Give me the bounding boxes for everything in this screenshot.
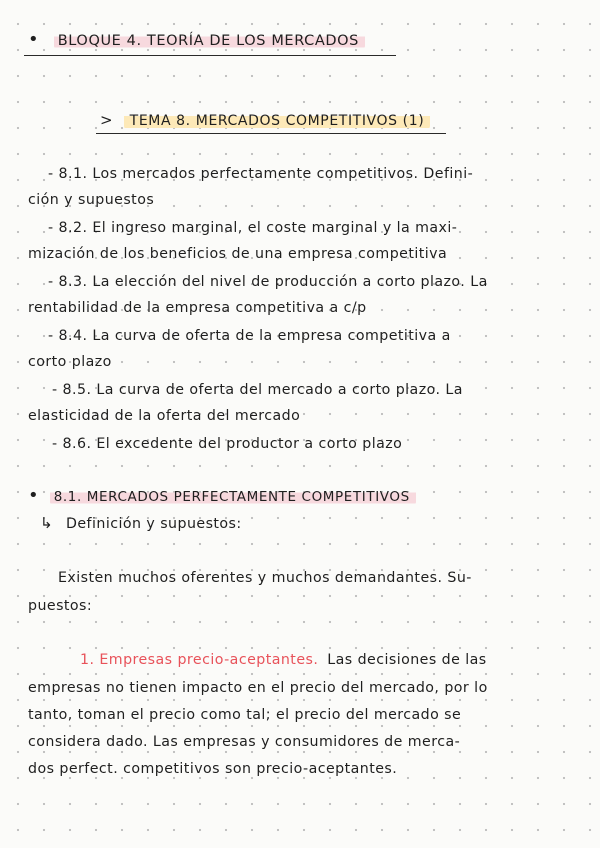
topic-line: [100, 110, 430, 129]
index-line: - 8.5. La curva de oferta del mercado a corto plazo. La: [52, 382, 463, 398]
intro-line: puestos:: [28, 598, 93, 614]
index-line: - 8.3. La elección del nivel de producción a corto plazo. La: [48, 274, 488, 290]
point1-line: dos perfect. competitivos son precio-aceptantes.: [28, 761, 398, 777]
index-line: - 8.4. La curva de oferta de la empresa competitiva a: [48, 328, 451, 344]
index-line: - 8.6. El excedente del productor a corto plazo: [52, 436, 403, 452]
index-line: elasticidad de la oferta del mercado: [28, 408, 301, 424]
header-underline: [24, 55, 396, 56]
index-line: rentabilidad de la empresa competitiva a c/p: [28, 300, 367, 316]
section-heading: [28, 486, 416, 505]
intro-line: Existen muchos oferentes y muchos demandantes. Su-: [58, 570, 472, 586]
point1-line: considera dado. Las empresas y consumidores de merca-: [28, 734, 461, 750]
index-line: mización de los beneficios de una empresa competitiva: [28, 246, 448, 262]
topic-marker: >: [100, 111, 113, 129]
point1-line: tanto, toman el precio como tal; el precio del mercado se: [28, 707, 462, 723]
index-line: ción y supuestos: [28, 192, 155, 208]
header-bullet: •: [28, 29, 39, 50]
subtitle-arrow-icon: ↳: [40, 514, 54, 532]
index-line: - 8.1. Los mercados perfectamente competitivos. Defini-: [48, 166, 474, 182]
point1-first-line-text: Las decisiones de las: [327, 652, 487, 668]
section-title: 8.1. MERCADOS PERFECTAMENTE COMPETITIVOS: [50, 489, 416, 505]
block-title: BLOQUE 4. TEORÍA DE LOS MERCADOS: [54, 33, 365, 49]
topic-underline: [96, 133, 446, 134]
section-subtitle: Definición y supuestos:: [66, 516, 242, 532]
index-line: - 8.2. El ingreso marginal, el coste marginal y la maxi-: [48, 220, 458, 236]
section-subtitle-line: [40, 514, 242, 532]
index-line: corto plazo: [28, 354, 112, 370]
point1-first-line: [80, 652, 487, 668]
point1-line: empresas no tienen impacto en el precio del mercado, por lo: [28, 680, 488, 696]
header-line: [28, 30, 365, 49]
section-bullet: •: [28, 485, 39, 506]
topic-title: TEMA 8. MERCADOS COMPETITIVOS (1): [124, 113, 431, 129]
point1-label: 1. Empresas precio-aceptantes.: [80, 652, 319, 668]
